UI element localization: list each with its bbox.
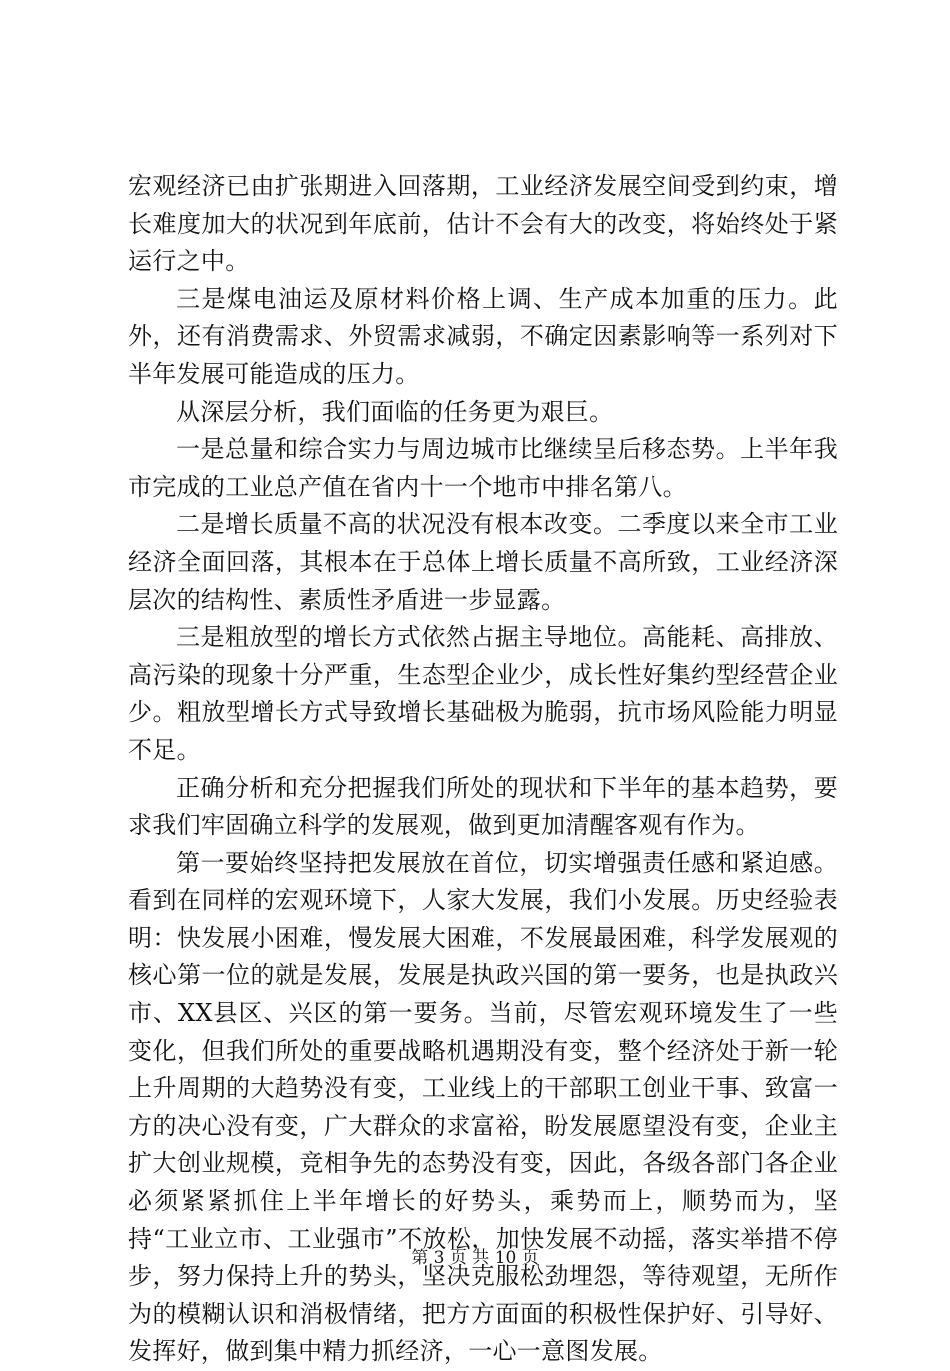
paragraph-4: 一是总量和综合实力与周边城市比继续呈后移态势。上半年我市完成的工业总产值在省内十一个地市中排名第八。 (128, 435, 838, 501)
paragraph-3: 从深层分析，我们面临的任务更为艰巨。 (176, 397, 614, 426)
document-body (128, 168, 838, 1371)
paragraph-7: 正确分析和充分把握我们所处的现状和下半年的基本趋势，要求我们牢固确立科学的发展观，做到更加清醒客观有作为。 (128, 773, 838, 840)
paragraph-5: 二是增长质量不高的状况没有根本改变。二季度以来全市工业经济全面回落，其根本在于总体上增长质量不高所致，工业经济深层次的结构性、素质性矛盾进一步显露。 (128, 510, 838, 614)
paragraph-1: 宏观经济已由扩张期进入回落期，工业经济发展空间受到约束，增长难度加大的状况到年底前，估计不会有大的改变，将始终处于紧运行之中。 (128, 172, 838, 276)
paragraph-6: 三是粗放型的增长方式依然占据主导地位。高能耗、高排放、高污染的现象十分严重，生态型企业少，成长性好集约型经营企业少。粗放型增长方式导致增长基础极为脆弱，抗市场风险能力明显不足。 (128, 623, 838, 764)
paragraph-8: 第一要始终坚持把发展放在首位，切实增强责任感和紧迫感。看到在同样的宏观环境下，人家大发展，我们小发展。历史经验表明：快发展小困难，慢发展大困难，不发展最困难，科学发展观的核心第一位的就是发展，发展是执政兴国的第一要务，也是执政兴市、XX县区、兴区的第一要务。当前，尽管宏观环境发生了一些变化，但我们所处的重要战略机遇期没有变，整个经济处于新一轮上升周期的大趋势没有变，工业线上的干部职工创业干事、致富一方的决心没有变，广大群众的求富裕，盼发展愿望没有变，企业主扩大创业规模，竞相争先的态势没有变，因此，各级各部门各企业必须紧紧抓住上半年增长的好势头，乘势而上，顺势而为，坚持“工业立市、工业强市”不放松，加快发展不动摇，落实举措不停步，努力保持上升的势头，坚决克服松劲埋怨，等待观望，无所作为的模糊认识和消极情绪，把方方面面的积极性保护好、引导好、发挥好，做到集中精力抓经济，一心一意图发展。 (128, 848, 838, 1366)
paragraph-2: 三是煤电油运及原材料价格上调、生产成本加重的压力。此外，还有消费需求、外贸需求减弱，不确定因素影响等一系列对下半年发展可能造成的压力。 (128, 284, 838, 388)
page-number-footer: 第 3 页 共 10 页 (411, 1248, 539, 1268)
